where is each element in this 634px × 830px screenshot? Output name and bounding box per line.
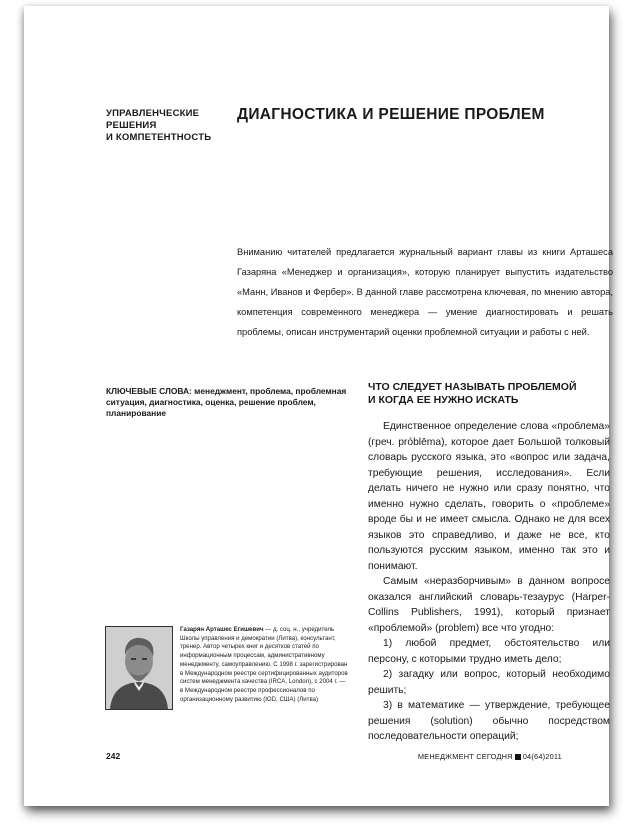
author-photo — [105, 626, 173, 710]
journal-footer — [418, 752, 562, 761]
magazine-page — [24, 6, 613, 806]
journal-name: МЕНЕДЖМЕНТ СЕГОДНЯ — [417, 752, 513, 761]
author-bio-text: — д. соц. н., учредитель Школы управления и демократии (Литва), консультант, тренер. Автор четырех книг и десятков статей по информационным процессам, административному менеджменту, самоуправлению. С 1998 г. зарегистрирован в Международном реестре сертифицированных аудиторов систем менеджмента качества (IRCA, London), с 2004 г. — в Международном реестре профессионалов по организационному развитию (IOD, США) (Литва) — [180, 626, 348, 703]
body-paragraph: Единственное определение слова «проблема» (греч. próblēma), которое дает Большой толковый словарь русского языка, это «вопрос или задача, требующие решения, исследования». Если делать ничего не нужно или сразу понятно, что именно нужно сделать, говорить о «проблеме» вроде бы и не имеет смысла. Однако не для всех языков это справедливо, и даже не все, кто пользуются русским языком, именно так это и понимают. — [368, 421, 610, 572]
keywords: КЛЮЧЕВЫЕ СЛОВА: менеджмент, проблема, проблемная ситуация, диагностика, оценка, решение проблем, планирование — [106, 386, 347, 418]
article-title: ДИАГНОСТИКА И РЕШЕНИЕ ПРОБЛЕМ — [237, 106, 545, 123]
body-paragraph: 3) в математике — утверждение, требующее решения (solution) обычно посредством последовательности операций; — [368, 700, 610, 742]
page-number: 242 — [106, 751, 121, 761]
section-subheading — [368, 381, 618, 407]
journal-issue: 04(64)2011 — [522, 752, 562, 761]
section-label-line: УПРАВЛЕНЧЕСКИЕ — [106, 108, 200, 119]
body-paragraph: 1) любой предмет, обстоятельство или персону, с которыми трудно иметь дело; — [368, 638, 610, 665]
author-bio — [180, 626, 350, 704]
subheading-line: И КОГДА ЕЕ НУЖНО ИСКАТЬ — [368, 394, 519, 406]
section-label-line: И КОМПЕТЕНТНОСТЬ — [106, 132, 212, 143]
section-label-line: РЕШЕНИЯ — [106, 120, 157, 131]
lead-paragraph: Вниманию читателей предлагается журнальный вариант главы из книги Арташеса Газаряна «Менеджер и организация», которую планирует выпустить издательство «Манн, Иванов и Фербер». В данной главе рассмотрена ключевая, по мнению автора, компетенция современного менеджера — умение диагностировать и решать проблемы, описан инструментарий оценки проблемной ситуации и работы с ней. — [237, 247, 613, 337]
subheading-line: ЧТО СЛЕДУЕТ НАЗЫВАТЬ ПРОБЛЕМОЙ — [368, 381, 577, 393]
body-paragraph: Самым «неразборчивым» в данном вопросе оказался английский словарь-тезаурус (Harper-Collins Publishers, 1991), который признает «проблемой» (problem) все что угодно: — [368, 576, 610, 634]
square-separator-icon — [515, 754, 521, 760]
body-paragraph: 2) загадку или вопрос, который необходимо решить; — [368, 669, 610, 696]
body-text — [368, 419, 610, 745]
author-name: Газарян Арташес Егишевич — [180, 626, 264, 633]
section-label — [106, 108, 216, 144]
